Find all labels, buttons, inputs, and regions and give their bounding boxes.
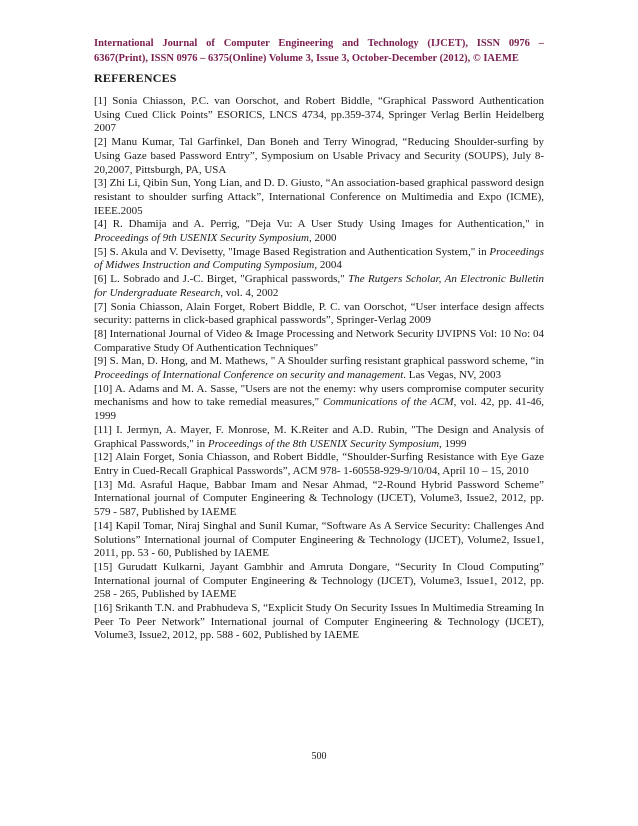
journal-header-line-1: International Journal of Computer Engineering and Technology (IJCET), ISSN 0976 – bbox=[94, 38, 544, 49]
journal-header bbox=[94, 36, 544, 66]
reference-venue: Proceedings of Midwes Instruction and Computing Symposium bbox=[94, 245, 544, 272]
reference-venue: Communications of the ACM bbox=[322, 396, 454, 409]
reference-text: [13] Md. Asraful Haque, Babbar Imam and Nesar Ahmad, “2-Round Hybrid Password Scheme” International journal of Computer Engineering & Technology (IJCET), Volume3, Issue2, 2012, pp. 579 - 587, Published by IAEME bbox=[94, 478, 544, 519]
reference-venue: The Rutgers Scholar, An Electronic Bulletin for Undergraduate Research bbox=[94, 273, 544, 299]
reference-text: [3] Zhi Li, Qibin Sun, Yong Lian, and D. D. Giusto, “An association-based graphical password design resistant to shoulder surfing Attack”, International Conference on Multimedia and Expo (ICME), IEEE.2005 bbox=[94, 177, 544, 217]
reference-text: [16] Srikanth T.N. and Prabhudeva S, “Explicit Study On Security Issues In Multimedia Streaming In Peer To Peer Network” International journal of Computer Engineering & Technology (IJCET), Volume3, Issue2, 2012, pp. 588 - 602, Published by IAEME bbox=[94, 602, 544, 642]
reference-text: [4] R. Dhamija and A. Perrig, "Deja Vu: A User Study Using Images for Authentication," in bbox=[94, 218, 544, 231]
reference-text: [7] Sonia Chiasson, Alain Forget, Robert Biddle, P. C. van Oorschot, “User interface design affects security: patterns in click-based graphical passwords”, Springer-Verlag 2009 bbox=[94, 300, 544, 327]
reference-venue: Proceedings of 9th USENIX Security Symposium bbox=[94, 232, 309, 245]
reference-text: [6] L. Sobrado and J.-C. Birget, "Graphical passwords," bbox=[94, 273, 349, 286]
references-heading: REFERENCES bbox=[94, 71, 177, 85]
reference-item bbox=[94, 95, 544, 136]
reference-item bbox=[94, 246, 544, 273]
reference-text: [1] Sonia Chiasson, P.C. van Oorschot, and Robert Biddle, “Graphical Password Authentication Using Cued Click Points” ESORICS, LNCS 4734, pp.359-374, Springer Verlag Berlin Heidelberg 2007 bbox=[94, 95, 544, 135]
reference-text-end: , vol. 4, 2002 bbox=[220, 286, 279, 299]
reference-text: [12] Alain Forget, Sonia Chiasson, and Robert Biddle, “Shoulder-Surfing Resistance with Eye Gaze Entry in Cued-Recall Graphical Passwords”, ACM 978- 1-60558-929-9/10/04, April 10 – 15, 2010 bbox=[94, 451, 544, 477]
reference-item bbox=[94, 177, 544, 218]
reference-item bbox=[94, 602, 544, 643]
reference-item bbox=[94, 136, 544, 177]
reference-text-end: , 1999 bbox=[439, 437, 467, 450]
reference-text: [11] I. Jermyn, A. Mayer, F. Monrose, M. K.Reiter and A.D. Rubin, "The Design and Analysis of Graphical Passwords," in bbox=[94, 423, 544, 450]
reference-text: [2] Manu Kumar, Tal Garfinkel, Dan Boneh and Terry Winograd, “Reducing Shoulder-surfing by Using Gaze based Password Entry”, Symposium on Usable Privacy and Security (SOUPS), July 8-20,2007, Pittsburgh, PA, USA bbox=[94, 136, 544, 176]
reference-text: [14] Kapil Tomar, Niraj Singhal and Sunil Kumar, “Software As A Service Security: Challenges And Solutions” International journal of Computer Engineering & Technology (IJCET), Volume2, Issue1, 2011, pp. 53 - 60, Published by IAEME bbox=[94, 519, 544, 560]
reference-item bbox=[94, 383, 544, 424]
reference-text-end: , 2004 bbox=[314, 259, 342, 272]
reference-item bbox=[94, 561, 544, 602]
reference-item bbox=[94, 479, 544, 520]
reference-text: [15] Gurudatt Kulkarni, Jayant Gambhir and Amruta Dongare, “Security In Cloud Computing” International journal of Computer Engineering & Technology (IJCET), Volume3, Issue1, 2012, pp. 258 - 265, Published by IAEME bbox=[94, 560, 544, 601]
page-number: 500 bbox=[311, 751, 327, 762]
reference-text: [10] A. Adams and M. A. Sasse, "Users are not the enemy: why users compromise computer security mechanisms and how to take remedial measures," bbox=[94, 382, 544, 409]
reference-item bbox=[94, 218, 544, 245]
reference-item bbox=[94, 273, 544, 300]
reference-item bbox=[94, 520, 544, 561]
reference-text-end: , 2000 bbox=[308, 232, 337, 245]
reference-venue: Proceedings of the 8th USENIX Security Symposium bbox=[207, 437, 440, 450]
reference-text: [8] International Journal of Video & Image Processing and Network Security IJVIPNS Vol: 10 No: 04 Comparative Study Of Authentication Techniques" bbox=[94, 327, 544, 354]
reference-item bbox=[94, 355, 544, 382]
reference-item bbox=[94, 328, 544, 355]
journal-header-line-2: 6367(Print), ISSN 0976 – 6375(Online) Volume 3, Issue 3, October-December (2012), © IAEME bbox=[94, 53, 519, 64]
reference-text: [9] S. Man, D. Hong, and M. Mathews, " A Shoulder surfing resistant graphical password scheme, “in bbox=[94, 355, 544, 368]
reference-item bbox=[94, 451, 544, 478]
reference-venue: Proceedings of International Conference on security and management bbox=[94, 369, 404, 382]
reference-text-end: , vol. 42, pp. 41-46, 1999 bbox=[94, 396, 544, 423]
reference-item bbox=[94, 301, 544, 328]
reference-item bbox=[94, 424, 544, 451]
reference-text-end: . Las Vegas, NV, 2003 bbox=[403, 369, 501, 382]
references-list bbox=[94, 95, 544, 643]
reference-text: [5] S. Akula and V. Devisetty, "Image Based Registration and Authentication System," in bbox=[94, 245, 490, 258]
